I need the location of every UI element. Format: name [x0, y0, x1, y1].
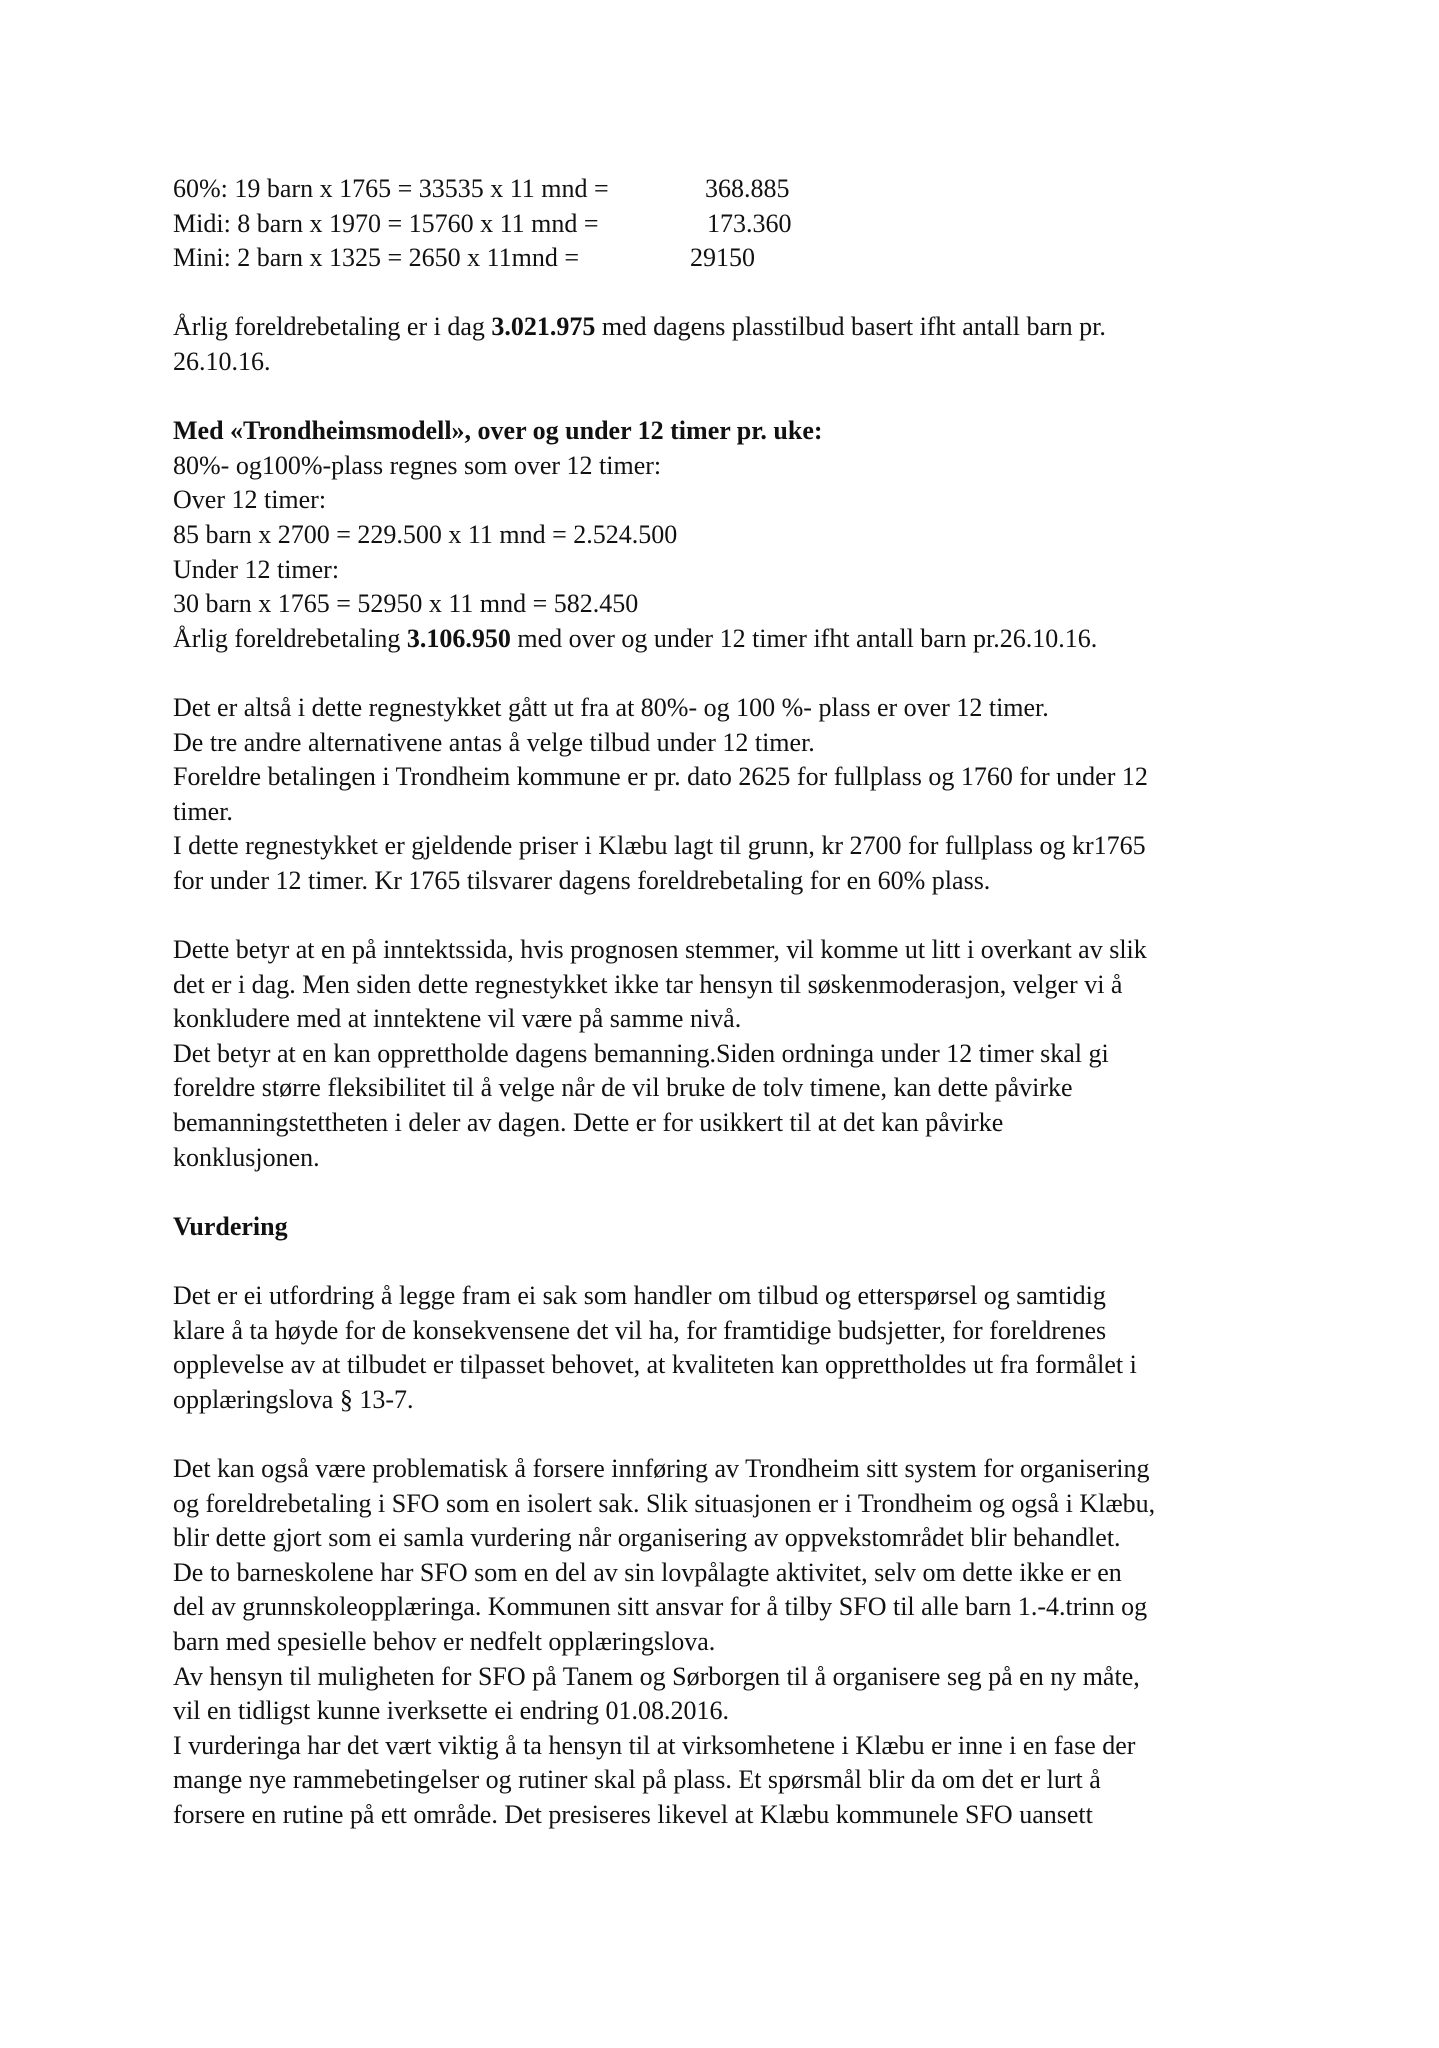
trondheim-annual-line — [173, 622, 1283, 657]
trondheim-heading: Med «Trondheimsmodell», over og under 12 timer pr. uke: — [173, 416, 823, 446]
paragraph-line: konkludere med at inntektene vil være på samme nivå. — [173, 1004, 742, 1034]
trondheim-line: 30 barn x 1765 = 52950 x 11 mnd = 582.450 — [173, 589, 639, 619]
paragraph-line: De to barneskolene har SFO som en del av sin lovpålagte aktivitet, selv om dette ikke er en — [173, 1557, 1122, 1587]
paragraph-line: opplæringslova § 13-7. — [173, 1384, 414, 1414]
paragraph-line: vil en tidligst kunne iverksette ei endring 01.08.2016. — [173, 1696, 730, 1726]
paragraph-line: Det kan også være problematisk å forsere innføring av Trondheim sitt system for organisering — [173, 1453, 1150, 1483]
annual-today-amount: 3.021.975 — [491, 312, 596, 342]
trondheim-annual-prefix: Årlig foreldrebetaling — [173, 623, 407, 653]
paragraph-line: I dette regnestykket er gjeldende priser i Klæbu lagt til grunn, kr 2700 for fullplass og kr1765 — [173, 831, 1146, 861]
trondheim-model-section — [173, 414, 1283, 656]
paragraph-line: mange nye rammebetingelser og rutiner skal på plass. Et spørsmål blir da om det er lurt å — [173, 1765, 1101, 1795]
annual-today-date: 26.10.16. — [173, 346, 271, 376]
paragraph-line: Det betyr at en kan opprettholde dagens bemanning.Siden ordninga under 12 timer skal gi — [173, 1038, 1109, 1068]
trondheim-annual-amount: 3.106.950 — [406, 623, 511, 653]
paragraph-line: foreldre større fleksibilitet til å velge når de vil bruke de tolv timene, kan dette påvirke — [173, 1073, 1073, 1103]
paragraph-line: barn med spesielle behov er nedfelt opplæringslova. — [173, 1626, 716, 1656]
paragraph-line: Det er altså i dette regnestykket gått ut fra at 80%- og 100 %- plass er over 12 timer. — [173, 692, 1049, 722]
paragraph-line: klare å ta høyde for de konsekvensene det vil ha, for framtidige budsjetter, for foreldrenes — [173, 1315, 1107, 1345]
calc-text: Midi: 8 barn x 1970 = 15760 x 11 mnd = — [173, 208, 599, 238]
paragraph-line: forsere en rutine på ett område. Det presiseres likevel at Klæbu kommunele SFO uansett — [173, 1799, 1093, 1829]
paragraph-problematic — [173, 1452, 1283, 1833]
trondheim-annual-suffix: med over og under 12 timer ifht antall barn pr.26.10.16. — [510, 623, 1098, 653]
calc-result: 173.360 — [707, 208, 792, 238]
paragraph-line: blir dette gjort som ei samla vurdering når organisering av oppvekstområdet blir behandlet. — [173, 1523, 1121, 1553]
paragraph-line: konklusjonen. — [173, 1142, 320, 1172]
vurdering-heading: Vurdering — [173, 1211, 288, 1241]
paragraph-line: timer. — [173, 796, 233, 826]
trondheim-line: 85 barn x 2700 = 229.500 x 11 mnd = 2.524.500 — [173, 519, 678, 549]
paragraph-line: det er i dag. Men siden dette regnestykket ikke tar hensyn til søskenmoderasjon, velger vi å — [173, 969, 1123, 999]
calc-result: 29150 — [690, 243, 755, 273]
paragraph-line: opplevelse av at tilbudet er tilpasset behovet, at kvaliteten kan opprettholdes ut fra formålet i — [173, 1350, 1137, 1380]
document-page — [173, 172, 1283, 1833]
paragraph-line: I vurderinga har det vært viktig å ta hensyn til at virksomhetene i Klæbu er inne i en fase der — [173, 1730, 1136, 1760]
paragraph-line: for under 12 timer. Kr 1765 tilsvarer dagens foreldrebetaling for en 60% plass. — [173, 865, 991, 895]
paragraph-line: Foreldre betalingen i Trondheim kommune er pr. dato 2625 for fullplass og 1760 for under 12 — [173, 762, 1148, 792]
paragraph-assumptions — [173, 691, 1283, 899]
paragraph-income — [173, 933, 1283, 1175]
trondheim-line: Over 12 timer: — [173, 485, 327, 515]
calc-text: Mini: 2 barn x 1325 = 2650 x 11mnd = — [173, 243, 580, 273]
paragraph-challenge — [173, 1279, 1283, 1417]
trondheim-line: Under 12 timer: — [173, 554, 340, 584]
paragraph-line: bemanningstettheten i deler av dagen. Dette er for usikkert til at det kan påvirke — [173, 1108, 1004, 1138]
paragraph-line: Av hensyn til muligheten for SFO på Tanem og Sørborgen til å organisere seg på en ny måte, — [173, 1661, 1140, 1691]
annual-payment-today — [173, 310, 1283, 379]
calc-text: 60%: 19 barn x 1765 = 33535 x 11 mnd = — [173, 174, 609, 203]
paragraph-line: og foreldrebetaling i SFO som en isolert sak. Slik situasjonen er i Trondheim og også i Klæbu, — [173, 1488, 1156, 1518]
annual-today-prefix: Årlig foreldrebetaling er i dag — [173, 312, 492, 342]
trondheim-line: 80%- og100%-plass regnes som over 12 timer: — [173, 450, 662, 480]
calc-line-60 — [173, 172, 1283, 207]
paragraph-line: del av grunnskoleopplæringa. Kommunen sitt ansvar for å tilby SFO til alle barn 1.-4.trinn og — [173, 1592, 1148, 1622]
calc-line-mini — [173, 241, 1283, 276]
annual-today-line — [173, 310, 1283, 345]
calc-result: 368.885 — [705, 174, 790, 203]
annual-today-suffix: med dagens plasstilbud basert ifht antall barn pr. — [595, 312, 1106, 342]
top-calculations — [173, 172, 1283, 276]
paragraph-line: Dette betyr at en på inntektssida, hvis prognosen stemmer, vil komme ut litt i overkant av slik — [173, 935, 1147, 965]
calc-line-midi — [173, 207, 1283, 242]
paragraph-line: De tre andre alternativene antas å velge tilbud under 12 timer. — [173, 727, 815, 757]
paragraph-line: Det er ei utfordring å legge fram ei sak som handler om tilbud og etterspørsel og samtidig — [173, 1281, 1106, 1310]
